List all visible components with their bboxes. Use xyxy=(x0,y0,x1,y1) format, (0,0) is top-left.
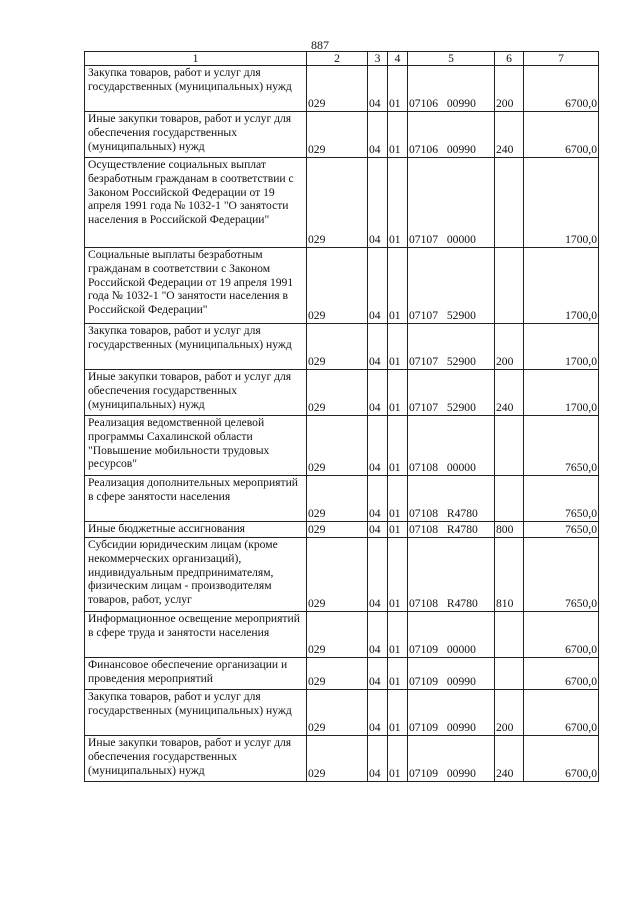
expense-type-cell: 200 xyxy=(495,324,524,370)
target-article-cell: 07107 00000 xyxy=(408,158,495,248)
row-name-cell: Информационное освещение мероприятий в сфере труда и занятости населения xyxy=(85,612,307,658)
table-row xyxy=(85,736,599,782)
amount-cell: 7650,0 xyxy=(524,416,599,476)
row-name-cell: Реализация ведомственной целевой программы Сахалинской области "Повышение мобильности трудовых ресурсов" xyxy=(85,416,307,476)
amount-cell: 6700,0 xyxy=(524,112,599,158)
expense-type-cell: 240 xyxy=(495,736,524,782)
admin-code-cell: 029 xyxy=(307,522,368,538)
target-article-cell: 07108 00000 xyxy=(408,416,495,476)
subsection-cell: 01 xyxy=(388,112,408,158)
admin-code-cell: 029 xyxy=(307,736,368,782)
admin-code-cell: 029 xyxy=(307,476,368,522)
subsection-cell: 01 xyxy=(388,736,408,782)
subsection-cell: 01 xyxy=(388,612,408,658)
row-name-cell: Иные закупки товаров, работ и услуг для обеспечения государственных (муниципальных) нужд xyxy=(85,736,307,782)
row-name-cell: Закупка товаров, работ и услуг для государственных (муниципальных) нужд xyxy=(85,66,307,112)
section-cell: 04 xyxy=(368,538,388,612)
admin-code-cell: 029 xyxy=(307,416,368,476)
section-cell: 04 xyxy=(368,112,388,158)
target-article-cell: 07107 52900 xyxy=(408,370,495,416)
subsection-cell: 01 xyxy=(388,324,408,370)
admin-code-cell: 029 xyxy=(307,658,368,690)
table-row xyxy=(85,690,599,736)
subsection-cell: 01 xyxy=(388,522,408,538)
table-row xyxy=(85,158,599,248)
admin-code-cell: 029 xyxy=(307,112,368,158)
target-article-cell: 07108 R4780 xyxy=(408,476,495,522)
table-row xyxy=(85,248,599,324)
expense-type-cell: 240 xyxy=(495,370,524,416)
section-cell: 04 xyxy=(368,66,388,112)
row-name-cell: Субсидии юридическим лицам (кроме некоммерческих организаций), индивидуальным предпринимателям, физическим лицам - производителям товаров, работ, услуг xyxy=(85,538,307,612)
admin-code-cell: 029 xyxy=(307,158,368,248)
table-row xyxy=(85,658,599,690)
column-header-2: 2 xyxy=(307,52,368,66)
column-header-7: 7 xyxy=(524,52,599,66)
target-article-cell: 07106 00990 xyxy=(408,112,495,158)
subsection-cell: 01 xyxy=(388,248,408,324)
table-row xyxy=(85,370,599,416)
row-name-cell: Осуществление социальных выплат безработным гражданам в соответствии с Законом Российской Федерации от 19 апреля 1991 года № 1032-1 "О занятости населения в Российской Федерации" xyxy=(85,158,307,248)
row-name-cell: Финансовое обеспечение организации и проведения мероприятий xyxy=(85,658,307,690)
row-name-cell: Закупка товаров, работ и услуг для государственных (муниципальных) нужд xyxy=(85,690,307,736)
amount-cell: 6700,0 xyxy=(524,736,599,782)
header-row xyxy=(85,52,599,66)
amount-cell: 7650,0 xyxy=(524,522,599,538)
section-cell: 04 xyxy=(368,736,388,782)
expense-type-cell: 810 xyxy=(495,538,524,612)
subsection-cell: 01 xyxy=(388,690,408,736)
amount-cell: 7650,0 xyxy=(524,476,599,522)
target-article-cell: 07109 00990 xyxy=(408,690,495,736)
expense-type-cell: 240 xyxy=(495,112,524,158)
expense-type-cell xyxy=(495,416,524,476)
column-header-1: 1 xyxy=(85,52,307,66)
subsection-cell: 01 xyxy=(388,538,408,612)
section-cell: 04 xyxy=(368,158,388,248)
section-cell: 04 xyxy=(368,476,388,522)
subsection-cell: 01 xyxy=(388,658,408,690)
table-row xyxy=(85,476,599,522)
admin-code-cell: 029 xyxy=(307,66,368,112)
row-name-cell: Закупка товаров, работ и услуг для государственных (муниципальных) нужд xyxy=(85,324,307,370)
target-article-cell: 07109 00990 xyxy=(408,736,495,782)
subsection-cell: 01 xyxy=(388,370,408,416)
table-row xyxy=(85,416,599,476)
target-article-cell: 07108 R4780 xyxy=(408,538,495,612)
amount-cell: 7650,0 xyxy=(524,538,599,612)
row-name-cell: Иные закупки товаров, работ и услуг для обеспечения государственных (муниципальных) нужд xyxy=(85,370,307,416)
table-row xyxy=(85,538,599,612)
section-cell: 04 xyxy=(368,690,388,736)
section-cell: 04 xyxy=(368,416,388,476)
amount-cell: 1700,0 xyxy=(524,370,599,416)
expense-type-cell xyxy=(495,248,524,324)
section-cell: 04 xyxy=(368,324,388,370)
row-name-cell: Реализация дополнительных мероприятий в сфере занятости населения xyxy=(85,476,307,522)
section-cell: 04 xyxy=(368,248,388,324)
amount-cell: 1700,0 xyxy=(524,324,599,370)
table-body xyxy=(85,66,599,782)
subsection-cell: 01 xyxy=(388,416,408,476)
section-cell: 04 xyxy=(368,658,388,690)
subsection-cell: 01 xyxy=(388,476,408,522)
expense-type-cell xyxy=(495,612,524,658)
amount-cell: 6700,0 xyxy=(524,658,599,690)
amount-cell: 1700,0 xyxy=(524,248,599,324)
section-cell: 04 xyxy=(368,370,388,416)
amount-cell: 6700,0 xyxy=(524,66,599,112)
table-row xyxy=(85,66,599,112)
section-cell: 04 xyxy=(368,522,388,538)
section-cell: 04 xyxy=(368,612,388,658)
target-article-cell: 07108 R4780 xyxy=(408,522,495,538)
table-row xyxy=(85,324,599,370)
target-article-cell: 07109 00990 xyxy=(408,658,495,690)
admin-code-cell: 029 xyxy=(307,538,368,612)
admin-code-cell: 029 xyxy=(307,370,368,416)
target-article-cell: 07106 00990 xyxy=(408,66,495,112)
target-article-cell: 07109 00000 xyxy=(408,612,495,658)
column-header-4: 4 xyxy=(388,52,408,66)
subsection-cell: 01 xyxy=(388,66,408,112)
table-row xyxy=(85,612,599,658)
row-name-cell: Иные закупки товаров, работ и услуг для обеспечения государственных (муниципальных) нужд xyxy=(85,112,307,158)
admin-code-cell: 029 xyxy=(307,324,368,370)
amount-cell: 6700,0 xyxy=(524,612,599,658)
expense-type-cell xyxy=(495,658,524,690)
column-header-6: 6 xyxy=(495,52,524,66)
expense-type-cell xyxy=(495,476,524,522)
column-header-3: 3 xyxy=(368,52,388,66)
expense-type-cell: 200 xyxy=(495,66,524,112)
row-name-cell: Социальные выплаты безработным гражданам в соответствии с Законом Российской Федерации от 19 апреля 1991 года № 1032-1 "О занятости населения в Российской Федерации" xyxy=(85,248,307,324)
target-article-cell: 07107 52900 xyxy=(408,324,495,370)
column-header-5: 5 xyxy=(408,52,495,66)
amount-cell: 6700,0 xyxy=(524,690,599,736)
admin-code-cell: 029 xyxy=(307,690,368,736)
row-name-cell: Иные бюджетные ассигнования xyxy=(85,522,307,538)
expense-type-cell: 200 xyxy=(495,690,524,736)
subsection-cell: 01 xyxy=(388,158,408,248)
page-number: 887 xyxy=(311,38,329,52)
admin-code-cell: 029 xyxy=(307,248,368,324)
admin-code-cell: 029 xyxy=(307,612,368,658)
expense-type-cell xyxy=(495,158,524,248)
expense-type-cell: 800 xyxy=(495,522,524,538)
amount-cell: 1700,0 xyxy=(524,158,599,248)
budget-table xyxy=(84,51,599,782)
table-row xyxy=(85,522,599,538)
table-row xyxy=(85,112,599,158)
target-article-cell: 07107 52900 xyxy=(408,248,495,324)
